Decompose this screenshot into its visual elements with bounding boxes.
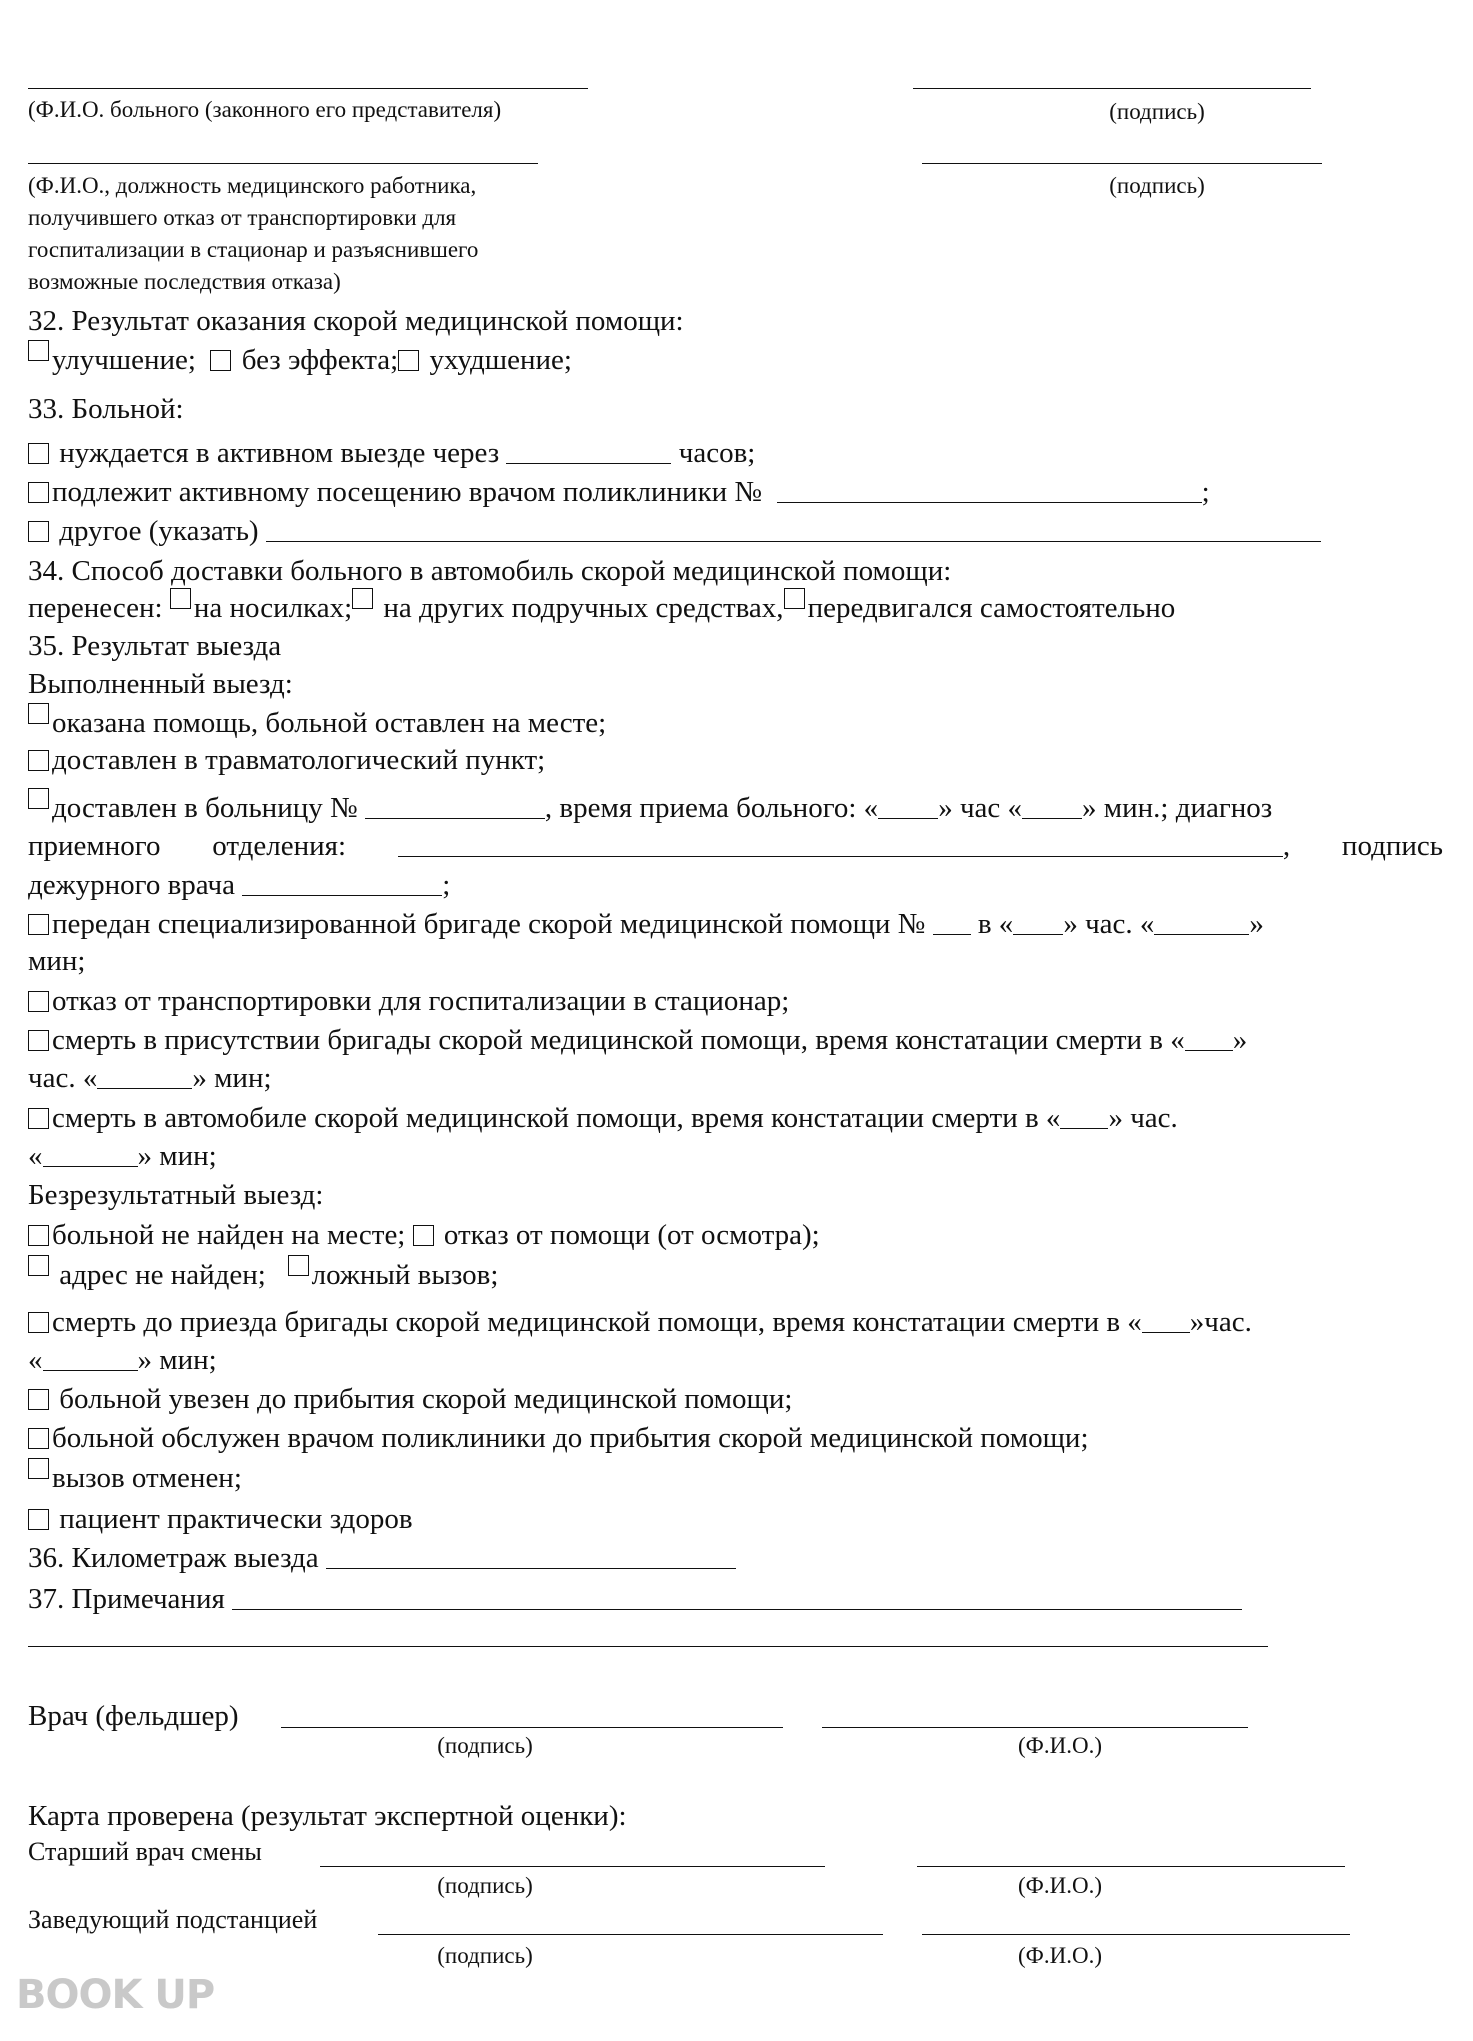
section-36: 36. Километраж выезда [28, 1539, 1443, 1577]
checkbox-death-presence[interactable] [28, 1030, 49, 1051]
worker-fio-line[interactable] [28, 163, 538, 164]
other-specify-field[interactable] [266, 517, 1321, 542]
patient-fio-caption: (Ф.И.О. больного (законного его представителя) [28, 97, 502, 122]
senior-fio-line[interactable] [917, 1866, 1345, 1867]
section-35-title: 35. Результат выезда [28, 630, 282, 662]
result-healthy: пациент практически здоров [28, 1500, 1443, 1538]
checkbox-served-polyclinic[interactable] [28, 1428, 49, 1449]
special-team-number-field[interactable] [933, 910, 971, 935]
checkbox-polyclinic-visit[interactable] [28, 482, 49, 503]
result-not-found: больной не найден на месте; отказ от помощи (от осмотра); [28, 1216, 1443, 1254]
admit-minute-field[interactable] [1022, 794, 1082, 819]
doctor-signature-caption: (подпись) [437, 1733, 533, 1758]
duty-doctor-signature-field[interactable] [242, 871, 442, 896]
checkbox-worsening[interactable] [398, 350, 419, 371]
doctor-fio-line[interactable] [822, 1727, 1248, 1728]
result-death-vehicle: смерть в автомобиле скорой медицинской помощи, время констатации смерти в « » час. [28, 1099, 1443, 1137]
patient-signature-line[interactable] [913, 88, 1311, 89]
section-33-active-visit: нуждается в активном выезде через часов; [28, 434, 1443, 472]
checkbox-stretcher[interactable] [170, 588, 191, 609]
admit-hour-field[interactable] [878, 794, 938, 819]
section-32-title: 32. Результат оказания скорой медицинской помощи: [28, 305, 684, 337]
patient-signature-caption: (подпись) [1109, 99, 1205, 124]
section-34-options: перенесен: на носилках; на других подручных средствах, передвигался самостоятельно [28, 588, 1443, 627]
result-special-team-min: мин; [28, 945, 86, 977]
death3-hour-field[interactable] [1142, 1308, 1190, 1333]
checkbox-refusal[interactable] [28, 991, 49, 1012]
section-34-title: 34. Способ доставки больного в автомобиль скорой медицинской помощи: [28, 555, 952, 587]
checkbox-improvement[interactable] [28, 340, 49, 361]
mileage-field[interactable] [326, 1544, 736, 1569]
checkbox-improvised-means[interactable] [352, 588, 373, 609]
substation-head-label: Заведующий подстанцией [28, 1905, 318, 1934]
checkbox-refused-help[interactable] [413, 1225, 434, 1246]
checkbox-taken-away[interactable] [28, 1389, 49, 1410]
result-death-before-cont: « » мин; [28, 1344, 217, 1376]
checkbox-other[interactable] [28, 521, 49, 542]
checkbox-practically-healthy[interactable] [28, 1509, 49, 1530]
watermark-logo: BOOK UP [16, 1972, 215, 2018]
result-admission-diagnosis: приемного отделения: , подпись [28, 830, 1443, 862]
checkbox-no-effect[interactable] [210, 350, 231, 371]
polyclinic-number-field[interactable] [777, 478, 1202, 503]
checkbox-patient-not-found[interactable] [28, 1225, 49, 1246]
doctor-signature-line[interactable] [281, 1727, 783, 1728]
checkbox-trauma-point[interactable] [28, 750, 49, 771]
section-33-other: другое (указать) [28, 512, 1443, 550]
worker-fio-caption-3: госпитализации в стационар и разъяснившего [28, 237, 479, 262]
special-team-minute-field[interactable] [1154, 910, 1249, 935]
result-address: адрес не найден; ложный вызов; [28, 1255, 1443, 1294]
checkbox-helped-left[interactable] [28, 703, 49, 724]
worker-fio-caption-4: возможные последствия отказа) [28, 269, 341, 294]
death2-hour-field[interactable] [1060, 1104, 1108, 1129]
result-cancelled: вызов отменен; [28, 1458, 1443, 1497]
checkbox-hospital[interactable] [28, 788, 49, 809]
notes-field[interactable] [232, 1585, 1242, 1610]
death3-minute-field[interactable] [43, 1346, 138, 1371]
failed-call-title: Безрезультатный выезд: [28, 1179, 324, 1211]
result-special-team: передан специализированной бригаде скорой медицинской помощи № в « » час. « » [28, 905, 1443, 943]
result-death-before: смерть до приезда бригады скорой медицинской помощи, время констатации смерти в « »час. [28, 1303, 1443, 1341]
checkbox-death-vehicle[interactable] [28, 1108, 49, 1129]
checkbox-special-team[interactable] [28, 914, 49, 935]
result-hospital: доставлен в больницу № , время приема больного: « » час « » мин.; диагноз [28, 788, 1443, 827]
section-37: 37. Примечания [28, 1580, 1443, 1618]
head-fio-caption: (Ф.И.О.) [1018, 1943, 1102, 1968]
death1-minute-field[interactable] [97, 1064, 192, 1089]
section-32-options: улучшение; без эффекта; ухудшение; [28, 340, 1443, 379]
section-33-title: 33. Больной: [28, 393, 184, 425]
death1-hour-field[interactable] [1185, 1026, 1233, 1051]
checkbox-false-call[interactable] [288, 1255, 309, 1276]
checkbox-active-visit[interactable] [28, 443, 49, 464]
result-taken-away: больной увезен до прибытия скорой медицинской помощи; [28, 1380, 1443, 1418]
result-death-vehicle-cont: « » мин; [28, 1140, 217, 1172]
senior-fio-caption: (Ф.И.О.) [1018, 1873, 1102, 1898]
head-signature-caption: (подпись) [437, 1943, 533, 1968]
result-refusal: отказ от транспортировки для госпитализации в стационар; [28, 982, 1443, 1020]
card-checked-title: Карта проверена (результат экспертной оценки): [28, 1800, 627, 1832]
checkbox-call-cancelled[interactable] [28, 1458, 49, 1479]
special-team-hour-field[interactable] [1013, 910, 1063, 935]
head-fio-line[interactable] [922, 1934, 1350, 1935]
head-signature-line[interactable] [378, 1934, 883, 1935]
worker-signature-caption: (подпись) [1109, 173, 1205, 198]
result-served-polyclinic: больной обслужен врачом поликлиники до прибытия скорой медицинской помощи; [28, 1419, 1443, 1457]
notes-continuation-line[interactable] [28, 1646, 1268, 1647]
checkbox-address-not-found[interactable] [28, 1255, 49, 1276]
worker-signature-line[interactable] [922, 163, 1322, 164]
section-33-polyclinic: подлежит активному посещению врачом поликлиники № ; [28, 473, 1443, 511]
patient-fio-line[interactable] [28, 88, 588, 89]
senior-doctor-label: Старший врач смены [28, 1837, 262, 1866]
result-death-presence: смерть в присутствии бригады скорой медицинской помощи, время констатации смерти в « » [28, 1021, 1443, 1059]
doctor-row: Врач (фельдшер) [28, 1700, 239, 1732]
result-death-presence-cont: час. « » мин; [28, 1062, 272, 1094]
checkbox-death-before-arrival[interactable] [28, 1312, 49, 1333]
worker-fio-caption-2: получившего отказ от транспортировки для [28, 205, 457, 230]
result-duty-doctor: дежурного врача ; [28, 869, 451, 901]
hospital-number-field[interactable] [365, 794, 545, 819]
senior-signature-caption: (подпись) [437, 1873, 533, 1898]
checkbox-walked[interactable] [784, 588, 805, 609]
doctor-fio-caption: (Ф.И.О.) [1018, 1733, 1102, 1758]
active-visit-hours-field[interactable] [506, 439, 671, 464]
admission-diagnosis-field[interactable] [398, 832, 1283, 857]
result-helped: оказана помощь, больной оставлен на месте; [28, 703, 1443, 742]
worker-fio-caption-1: (Ф.И.О., должность медицинского работника, [28, 173, 477, 198]
completed-call-title: Выполненный выезд: [28, 668, 293, 700]
death2-minute-field[interactable] [43, 1142, 138, 1167]
senior-signature-line[interactable] [320, 1866, 825, 1867]
result-trauma: доставлен в травматологический пункт; [28, 741, 1443, 779]
